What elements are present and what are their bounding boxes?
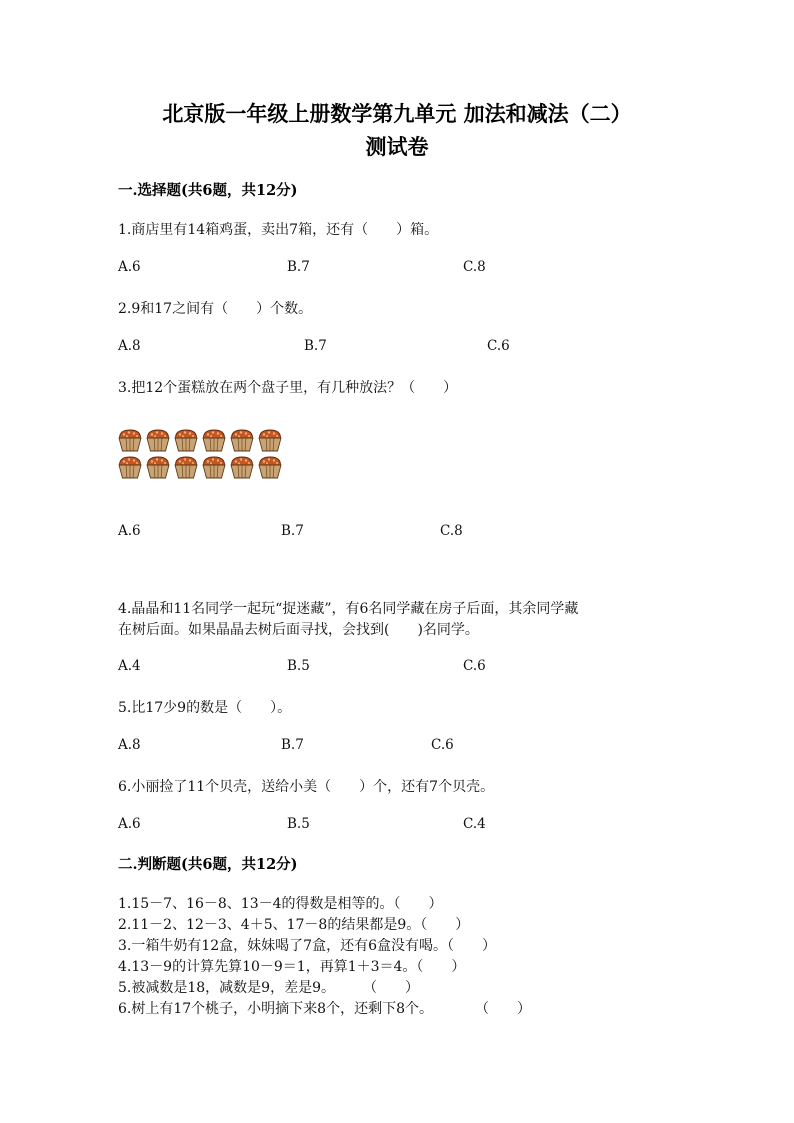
judgement-item: 2.11－2、12－3、4＋5、17－8的结果都是9。（ ） <box>118 917 470 933</box>
q3-option-b: B.7 <box>281 523 304 539</box>
q4-option-c: C.6 <box>463 658 486 674</box>
q2-option-b: B.7 <box>304 338 327 354</box>
judgement-item: 5.被减数是18，减数是9，差是9。 （ ） <box>118 980 419 996</box>
cupcake-icon <box>231 457 253 478</box>
q6-option-b: B.5 <box>287 816 310 832</box>
cupcake-icon <box>119 430 141 451</box>
q5-option-c: C.6 <box>431 737 454 753</box>
section-heading-choice: 一.选择题(共6题，共12分) <box>118 182 298 199</box>
section-heading-judgement: 二.判断题(共6题，共12分) <box>118 856 298 873</box>
cupcake-icon <box>175 430 197 451</box>
judgement-item: 1.15－7、16－8、13－4的得数是相等的。（ ） <box>118 896 443 912</box>
question-6: 6.小丽捡了11个贝壳，送给小美（ ）个，还有7个贝壳。 <box>118 779 495 795</box>
question-2: 2.9和17之间有（ ）个数。 <box>118 301 313 317</box>
q1-option-c: C.8 <box>463 259 486 275</box>
cupcake-icon <box>119 457 141 478</box>
cupcake-icon <box>259 457 281 478</box>
q1-option-a: A.6 <box>118 259 141 275</box>
cupcake-icon <box>231 430 253 451</box>
q2-option-a: A.8 <box>118 338 141 354</box>
question-4-line-1: 4.晶晶和11名同学一起玩“捉迷藏”，有6名同学藏在房子后面，其余同学藏 <box>118 601 579 617</box>
cupcake-icon <box>147 430 169 451</box>
judgement-item: 3.一箱牛奶有12盒，妹妹喝了7盒，还有6盒没有喝。（ ） <box>118 938 496 954</box>
cupcake-row-2 <box>119 457 281 478</box>
question-4-line-2: 在树后面。如果晶晶去树后面寻找，会找到( )名同学。 <box>118 622 479 638</box>
cupcakes-figure <box>118 428 290 482</box>
q3-option-c: C.8 <box>440 523 463 539</box>
judgement-item: 4.13－9的计算先算10－9＝1，再算1＋3＝4。（ ） <box>118 959 466 975</box>
page-subtitle: 测试卷 <box>365 134 429 159</box>
q3-option-a: A.6 <box>118 523 141 539</box>
question-5: 5.比17少9的数是（ ）。 <box>118 700 292 716</box>
question-1: 1.商店里有14箱鸡蛋，卖出7箱，还有（ ）箱。 <box>118 222 439 238</box>
judgement-item: 6.树上有17个桃子，小明摘下来8个，还剩下8个。 （ ） <box>118 1001 531 1017</box>
q1-option-b: B.7 <box>287 259 310 275</box>
q5-option-b: B.7 <box>281 737 304 753</box>
page-title: 北京版一年级上册数学第九单元 加法和减法（二） <box>162 101 632 126</box>
cupcake-icon <box>203 457 225 478</box>
q6-option-c: C.4 <box>463 816 486 832</box>
cupcake-icon <box>259 430 281 451</box>
q4-option-a: A.4 <box>118 658 141 674</box>
cupcake-icon <box>147 457 169 478</box>
q6-option-a: A.6 <box>118 816 141 832</box>
cupcake-row-1 <box>119 430 281 451</box>
cupcake-icon <box>203 430 225 451</box>
cupcake-icon <box>175 457 197 478</box>
question-3: 3.把12个蛋糕放在两个盘子里，有几种放法？（ ） <box>118 380 458 396</box>
q4-option-b: B.5 <box>287 658 310 674</box>
q2-option-c: C.6 <box>487 338 510 354</box>
q5-option-a: A.8 <box>118 737 141 753</box>
